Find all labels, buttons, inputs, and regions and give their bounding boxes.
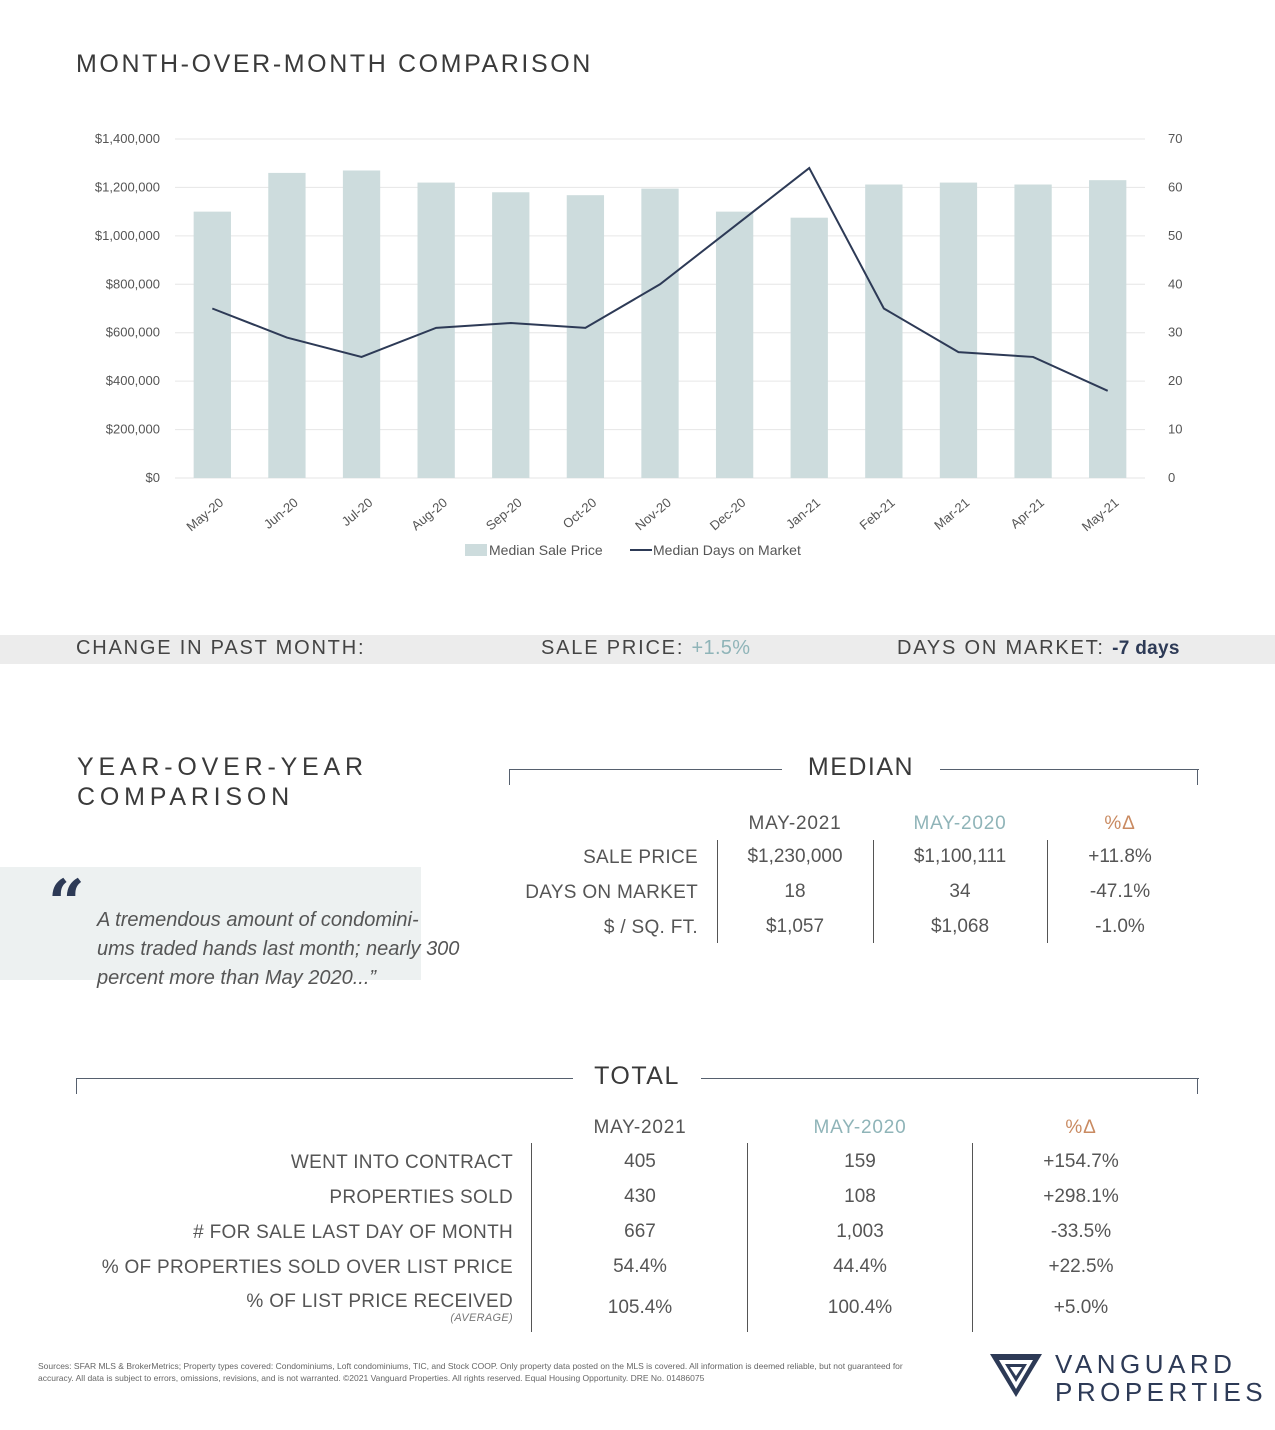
median-row-label: DAYS ON MARKET bbox=[525, 882, 698, 903]
y-right-tick-label: 40 bbox=[1168, 276, 1183, 292]
x-tick-label: Mar-21 bbox=[931, 494, 973, 533]
footnote-sources: Sources: SFAR MLS & BrokerMetrics; Property types covered: Condominiums, Loft condominiums, TIC, and Stock COOP. Only property data posted on the MLS is covered. All information is deemed reliable, but not guaranteed for accuracy. All data is subject to errors, omissions, revisions, and is not warranted. ©2021 Vanguard Properties. All rights reserved. Equal Housing Opportunity. DRE No. 01486075 bbox=[38, 1361, 903, 1383]
total-cell: +22.5% bbox=[1048, 1256, 1114, 1277]
sale-price-change-value: +1.5% bbox=[691, 637, 751, 659]
vanguard-logo-icon bbox=[988, 1351, 1044, 1399]
median-divider bbox=[873, 840, 874, 943]
total-divider bbox=[747, 1143, 748, 1332]
x-tick-label: Nov-20 bbox=[632, 494, 674, 534]
total-row-sublabel: (AVERAGE) bbox=[450, 1312, 513, 1324]
month-over-month-chart bbox=[40, 110, 1240, 570]
y-left-tick-label: $400,000 bbox=[105, 373, 160, 389]
total-cell: 105.4% bbox=[607, 1297, 673, 1318]
total-cell: +298.1% bbox=[1043, 1186, 1119, 1207]
total-cell: 100.4% bbox=[827, 1297, 893, 1318]
median-rule-tick-left bbox=[509, 769, 510, 785]
page-title: MONTH-OVER-MONTH COMPARISON bbox=[76, 50, 593, 78]
quote-line: ums traded hands last month; nearly 300 bbox=[97, 938, 460, 960]
median-cell: -47.1% bbox=[1089, 881, 1151, 902]
x-tick-label: Jan-21 bbox=[783, 494, 824, 532]
total-header-2021: MAY-2021 bbox=[593, 1117, 687, 1138]
total-cell: +154.7% bbox=[1043, 1151, 1119, 1172]
bar bbox=[716, 212, 753, 478]
y-right-tick-label: 50 bbox=[1168, 227, 1183, 243]
total-cell: 44.4% bbox=[833, 1256, 887, 1277]
bar bbox=[343, 170, 380, 478]
total-row-label: % OF PROPERTIES SOLD OVER LIST PRICE bbox=[101, 1257, 513, 1278]
y-right-tick-label: 20 bbox=[1168, 373, 1183, 389]
quote-text bbox=[97, 906, 467, 993]
y-left-tick-label: $600,000 bbox=[105, 324, 160, 340]
total-header-change: %Δ bbox=[1065, 1117, 1097, 1138]
quote-line: A tremendous amount of condomini- bbox=[97, 909, 419, 931]
median-cell: -1.0% bbox=[1095, 916, 1145, 937]
median-header-2020: MAY-2020 bbox=[913, 813, 1007, 834]
dom-change bbox=[897, 637, 1180, 660]
total-row-label: # FOR SALE LAST DAY OF MONTH bbox=[193, 1222, 513, 1243]
x-tick-label: Aug-20 bbox=[408, 494, 451, 534]
total-divider bbox=[531, 1143, 532, 1332]
y-right-tick-label: 70 bbox=[1168, 131, 1183, 146]
median-cell: $1,068 bbox=[930, 916, 990, 937]
total-title: TOTAL bbox=[573, 1062, 701, 1091]
median-cell: $1,100,111 bbox=[913, 846, 1007, 867]
y-left-tick-label: $1,000,000 bbox=[94, 227, 160, 243]
total-cell: -33.5% bbox=[1050, 1221, 1112, 1242]
total-divider bbox=[972, 1143, 973, 1332]
bar bbox=[791, 218, 828, 478]
dom-change-label: DAYS ON MARKET: bbox=[897, 637, 1105, 659]
y-left-tick-label: $200,000 bbox=[105, 421, 160, 437]
x-tick-label: Jul-20 bbox=[338, 494, 376, 530]
total-rule-tick-right bbox=[1197, 1078, 1198, 1094]
total-cell: 405 bbox=[624, 1151, 656, 1172]
x-tick-label: Feb-21 bbox=[856, 494, 898, 533]
brand-name bbox=[1055, 1350, 1267, 1406]
median-row-label: $ / SQ. FT. bbox=[603, 917, 698, 938]
y-left-tick-label: $800,000 bbox=[105, 276, 160, 292]
total-cell: 667 bbox=[624, 1221, 656, 1242]
median-cell: 34 bbox=[949, 881, 971, 902]
yoy-title bbox=[77, 752, 368, 812]
median-cell: $1,230,000 bbox=[747, 846, 843, 867]
bar bbox=[641, 189, 678, 478]
median-header-change: %Δ bbox=[1104, 813, 1136, 834]
y-left-tick-label: $1,400,000 bbox=[94, 131, 160, 146]
dom-change-value: -7 days bbox=[1112, 638, 1180, 659]
total-row-label: PROPERTIES SOLD bbox=[329, 1187, 513, 1208]
change-label: CHANGE IN PAST MONTH: bbox=[76, 637, 366, 659]
bar bbox=[268, 173, 305, 478]
x-tick-label: Apr-21 bbox=[1007, 494, 1048, 532]
bar bbox=[865, 185, 902, 478]
total-cell: 430 bbox=[624, 1186, 656, 1207]
legend-label: Median Sale Price bbox=[489, 542, 603, 558]
brand-line2: PROPERTIES bbox=[1055, 1377, 1268, 1407]
x-tick-label: Sep-20 bbox=[482, 494, 525, 534]
quote-line: percent more than May 2020...” bbox=[97, 967, 377, 989]
quote-mark-icon: “ bbox=[48, 866, 85, 941]
total-row-label: WENT INTO CONTRACT bbox=[290, 1152, 513, 1173]
median-cell: 18 bbox=[784, 881, 806, 902]
legend-label: Median Days on Market bbox=[653, 542, 801, 558]
brand-line1: VANGUARD bbox=[1055, 1349, 1237, 1379]
median-rule-tick-right bbox=[1197, 769, 1198, 785]
bar bbox=[1089, 180, 1126, 478]
y-left-tick-label: $1,200,000 bbox=[94, 179, 160, 195]
total-cell: 159 bbox=[844, 1151, 876, 1172]
total-cell: +5.0% bbox=[1053, 1297, 1109, 1318]
x-tick-label: Jun-20 bbox=[260, 494, 301, 532]
median-cell: +11.8% bbox=[1088, 846, 1152, 867]
median-cell: $1,057 bbox=[765, 916, 825, 937]
total-cell: 54.4% bbox=[613, 1256, 667, 1277]
y-right-tick-label: 30 bbox=[1168, 324, 1183, 340]
bar bbox=[418, 183, 455, 478]
yoy-title-line2: COMPARISON bbox=[77, 783, 294, 811]
median-row-label: SALE PRICE bbox=[583, 847, 698, 868]
median-header-2021: MAY-2021 bbox=[748, 813, 842, 834]
y-right-tick-label: 10 bbox=[1168, 421, 1183, 437]
sale-price-change bbox=[541, 637, 750, 660]
total-header-2020: MAY-2020 bbox=[813, 1117, 907, 1138]
yoy-title-line1: YEAR-OVER-YEAR bbox=[77, 753, 368, 781]
bar bbox=[492, 192, 529, 478]
bar bbox=[194, 212, 231, 478]
x-tick-label: May-20 bbox=[183, 494, 227, 535]
bar bbox=[940, 183, 977, 478]
legend-swatch-bar bbox=[465, 544, 487, 556]
total-cell: 1,003 bbox=[836, 1221, 884, 1242]
sale-price-change-label: SALE PRICE: bbox=[541, 637, 685, 659]
median-title: MEDIAN bbox=[782, 753, 940, 782]
total-row-label: % OF LIST PRICE RECEIVED bbox=[246, 1291, 513, 1312]
x-tick-label: May-21 bbox=[1078, 494, 1122, 535]
median-divider bbox=[717, 840, 718, 943]
total-rule-tick-left bbox=[76, 1078, 77, 1094]
total-cell: 108 bbox=[844, 1186, 876, 1207]
y-right-tick-label: 60 bbox=[1168, 179, 1183, 195]
x-tick-label: Oct-20 bbox=[559, 494, 600, 532]
x-tick-label: Dec-20 bbox=[706, 494, 749, 534]
y-left-tick-label: $0 bbox=[145, 470, 160, 485]
y-right-tick-label: 0 bbox=[1168, 470, 1176, 485]
bar bbox=[1014, 185, 1051, 478]
bar bbox=[567, 195, 604, 478]
